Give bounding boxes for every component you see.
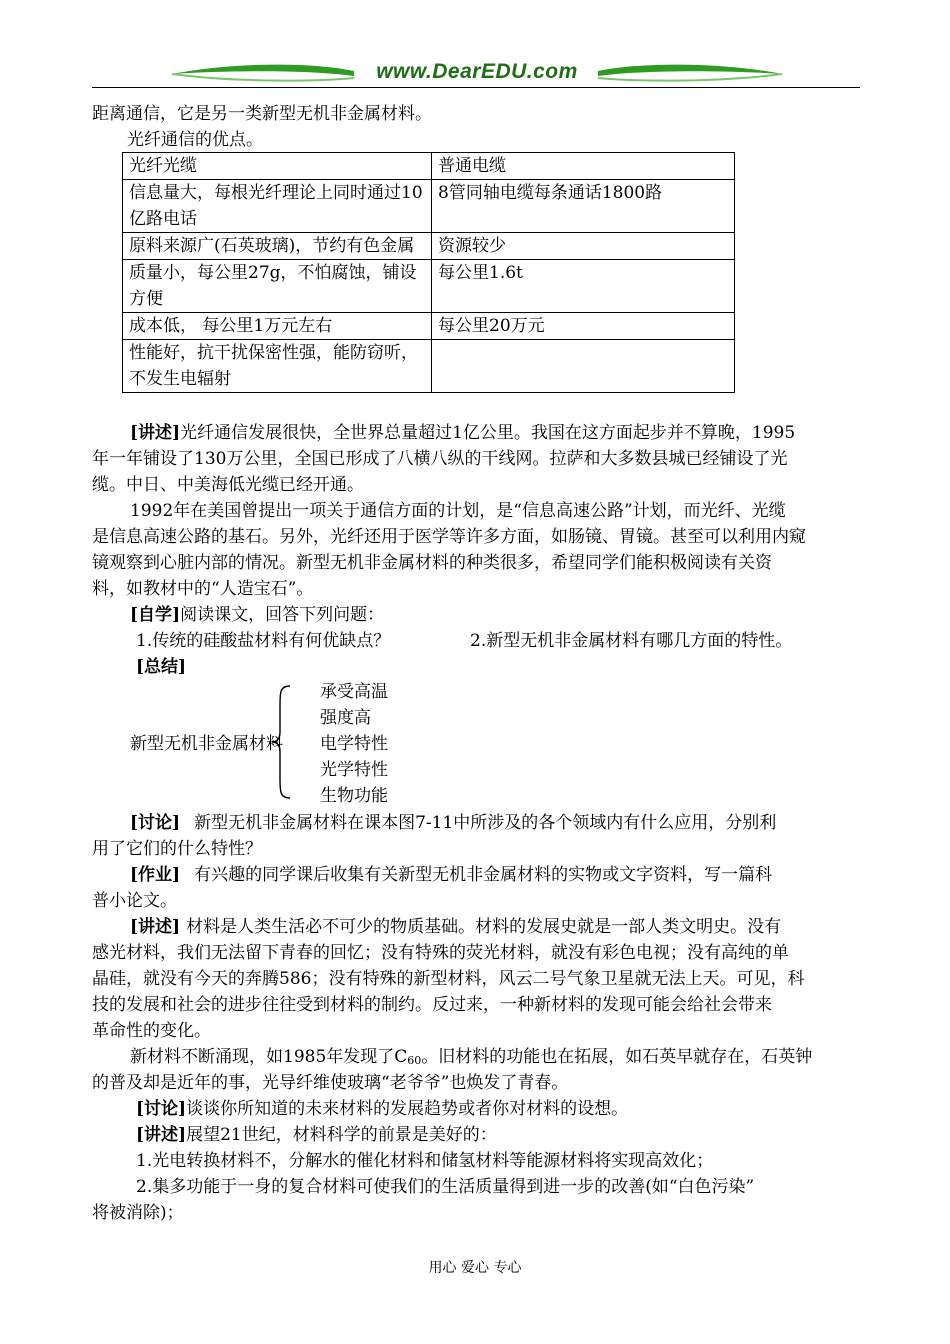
summary-item: 光学特性 [320,760,388,780]
p4-line-1: 新材料不断涌现，如1985年发现了$C_{60}$。旧材料的功能也在拓展，如石英早就存在，石英钟 [130,1047,813,1067]
lecture-tag: [讲述] [130,917,181,937]
p2-line-3: 镜观察到心脏内部的情况。新型无机非金属材料的种类很多，希望同学们能积极阅读有关资 [92,553,772,573]
table-cell: 性能好，抗干扰保密性强，能防窃听，不发生电辐射 [123,340,432,393]
p3-line-3: 晶硅，就没有今天的奔腾586；没有特殊的新型材料，风云二号气象卫星就无法上天。可见，科 [92,969,805,989]
p2-line-4: 料，如教材中的“人造宝石”。 [92,579,314,599]
p5-line-1: [讲述]展望21世纪，材料科学的前景是美好的： [136,1125,497,1145]
self-study-tag: [自学] [130,605,181,625]
table-cell: 每公里20万元 [432,313,735,340]
summary-item: 强度高 [320,708,371,728]
homework-line-1: [作业] 有兴趣的同学课后收集有关新型无机非金属材料的实物或文字资料，写一篇科 [130,865,773,885]
discuss1-line-1: [讨论] 新型无机非金属材料在课本图7-11中所涉及的各个领域内有什么应用，分别利 [130,813,777,833]
discuss1-line-2: 用了它们的什么特性？ [92,839,262,859]
table-cell: 质量小，每公里27g，不怕腐蚀，铺设方便 [123,260,432,313]
p3-line-2: 感光材料，我们无法留下青春的回忆；没有特殊的荧光材料，就没有彩色电视；没有高纯的单 [92,943,789,963]
table-row [123,233,735,260]
p5-item-1: 1.光电转换材料不，分解水的催化材料和储氢材料等能源材料将实现高效化； [136,1151,714,1171]
table-cell: 成本低， 每公里1万元左右 [123,313,432,340]
p1-line-1: [讲述]光纤通信发展很快，全世界总量超过1亿公里。我国在这方面起步并不算晚，1995 [130,423,796,443]
table-cell: 信息量大，每根光纤理论上同时通过10亿路电话 [123,180,432,233]
p3-line-5: 革命性的变化。 [92,1021,211,1041]
table-row [123,313,735,340]
discuss-tag: [讨论] [130,813,181,833]
discuss-tag: [讨论] [136,1099,187,1119]
table-cell [432,340,735,393]
p3-line-1: [讲述] 材料是人类生活必不可少的物质基础。材料的发展史就是一部人类文明史。没有 [130,917,782,937]
table-cell: 原料来源广(石英玻璃)，节约有色金属 [123,233,432,260]
site-header [92,58,862,90]
table-row [123,260,735,313]
brace-icon [270,682,300,802]
discuss2-line: [讨论]谈谈你所知道的未来材料的发展趋势或者你对材料的设想。 [136,1099,629,1119]
table-header-cell: 普通电缆 [432,153,735,180]
table-caption: 光纤通信的优点。 [127,130,263,150]
table-header-cell: 光纤光缆 [123,153,432,180]
summary-item: 电学特性 [320,734,388,754]
table-row [123,180,735,233]
homework-line-2: 普小论文。 [92,891,177,911]
p1-line-2: 年一年铺设了130万公里，全国已形成了八横八纵的干线网。拉萨和大多数县城已经铺设了光 [92,449,788,469]
table-row [123,340,735,393]
summary-item: 承受高温 [320,682,388,702]
p3-line-4: 技的发展和社会的进步往往受到材料的制约。反过来，一种新材料的发现可能会给社会带来 [92,995,772,1015]
table-cell: 资源较少 [432,233,735,260]
page-footer: 用心 爱心 专心 [428,1260,522,1276]
lecture-tag: [讲述] [130,423,181,443]
summary-item: 生物功能 [320,786,388,806]
p5-item-2-line-1: 2.集多功能于一身的复合材料可使我们的生活质量得到进一步的改善(如“白色污染” [136,1177,755,1197]
table-cell: 每公里1.6t [432,260,735,313]
question-1: 1.传统的硅酸盐材料有何优缺点？ [136,631,391,651]
p2-line-1: 1992年在美国曾提出一项关于通信方面的计划，是“信息高速公路”计划，而光纤、光缆 [130,501,786,521]
homework-tag: [作业] [130,865,181,885]
p5-item-2-line-2: 将被消除)； [92,1203,184,1223]
p1-line-3: 缆。中日、中美海低光缆已经开通。 [92,475,364,495]
self-study-line: [自学]阅读课文，回答下列问题： [130,605,385,625]
question-2: 2.新型无机非金属材料有哪几方面的特性。 [470,631,793,651]
table-cell: 8管同轴电缆每条通话1800路 [432,180,735,233]
intro-line: 距离通信，它是另一类新型无机非金属材料。 [92,104,432,124]
header-rule [92,87,860,88]
p4-line-2: 的普及却是近年的事，光导纤维使玻璃“老爷爷”也焕发了青春。 [92,1073,569,1093]
table-header-row [123,153,735,180]
summary-root: 新型无机非金属材料 [130,734,283,754]
site-name: www.DearEDU.com [376,60,578,83]
p2-line-2: 是信息高速公路的基石。另外，光纤还用于医学等许多方面，如肠镜、胃镜。甚至可以利用内窥 [92,527,806,547]
lecture-tag: [讲述] [136,1125,187,1145]
summary-tag: [总结] [136,657,187,677]
comparison-table [122,152,735,393]
